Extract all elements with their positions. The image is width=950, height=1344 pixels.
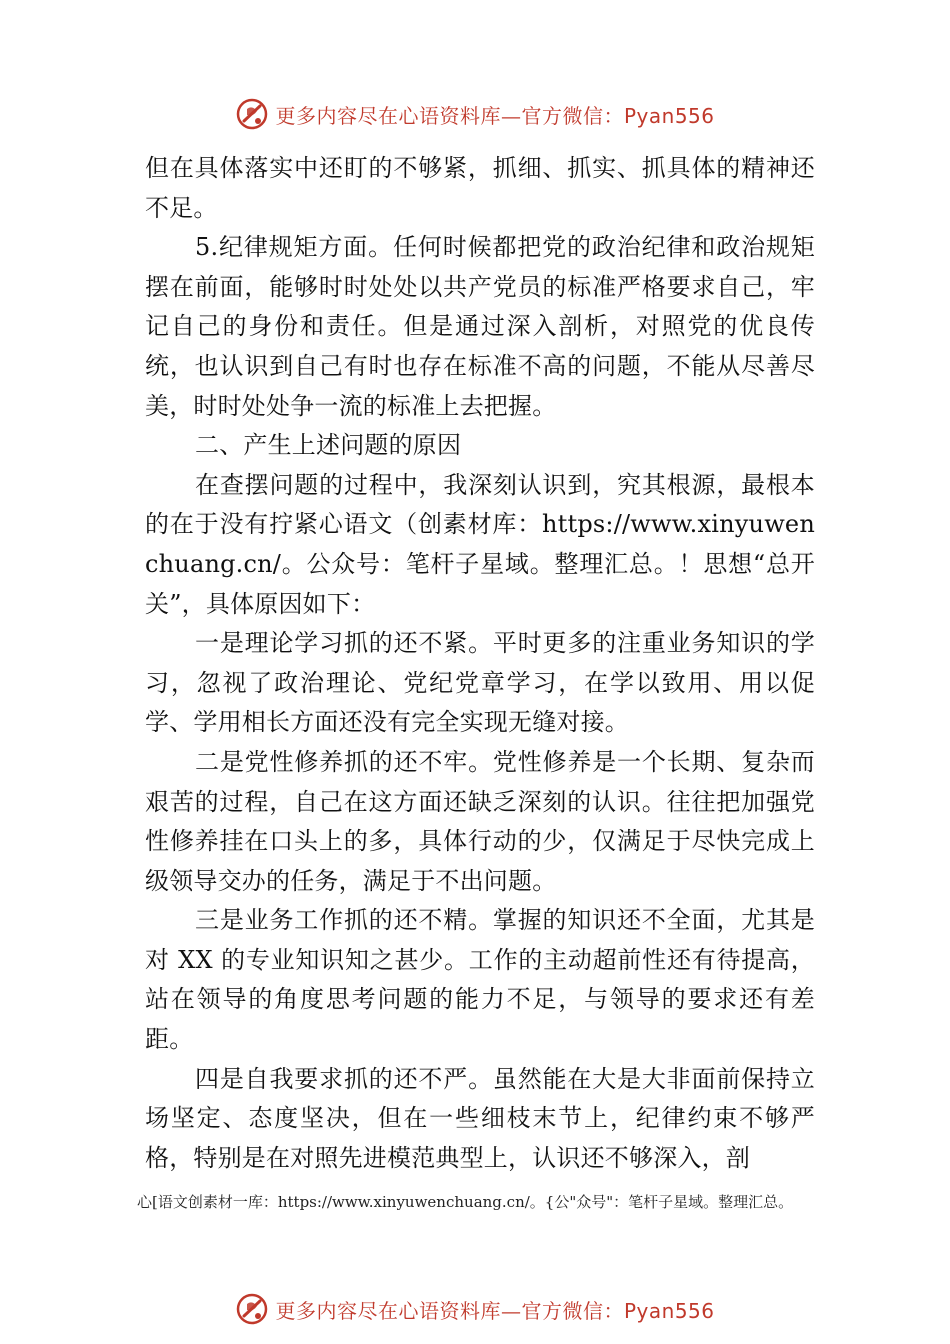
paragraph-4: 在查摆问题的过程中，我深刻认识到，究其根源，最根本的在于没有拧紧心语文（创素材库：https://www.xinyuwenchuang.cn/。公众号：笔杆子星域。整理汇总。！思想“总开关”，具体原因如下： xyxy=(145,470,815,618)
document-body xyxy=(145,149,815,1178)
wechat-handle: Pyan556 xyxy=(623,103,715,128)
wechat-handle: Pyan556 xyxy=(623,1298,715,1323)
paragraph-5: 一是理论学习抓的还不紧。平时更多的注重业务知识的学习，忽视了政治理论、党纪党章学习，在学以致用、用以促学、学用相长方面还没有完全实现无缝对接。 xyxy=(145,629,815,737)
footer-banner xyxy=(0,1289,950,1329)
banner-text: 更多内容尽在心语资料库—官方微信：Pyan556 xyxy=(275,1298,715,1323)
red-seal-logo-icon xyxy=(235,97,269,131)
banner-text: 更多内容尽在心语资料库—官方微信：Pyan556 xyxy=(275,103,715,128)
page-footnote: 心[语文创素材一库：https://www.xinyuwenchuang.cn/。{公"众号"：笔杆子星域。整理汇总。 xyxy=(137,1193,794,1211)
section-heading: 二、产生上述问题的原因 xyxy=(195,431,462,460)
paragraph-1: 但在具体落实中还盯的不够紧，抓细、抓实、抓具体的精神还不足。 xyxy=(145,154,815,222)
paragraph-7: 三是业务工作抓的还不精。掌握的知识还不全面，尤其是对 XX 的专业知识知之甚少。工作的主动超前性还有待提高，站在领导的角度思考问题的能力不足，与领导的要求还有差距。 xyxy=(145,906,815,1054)
paragraph-8: 四是自我要求抓的还不严。虽然能在大是大非面前保持立场坚定、态度坚决，但在一些细枝末节上，纪律约束不够严格，特别是在对照先进模范典型上，认识还不够深入，剖 xyxy=(145,1064,815,1172)
paragraph-6: 二是党性修养抓的还不牢。党性修养是一个长期、复杂而艰苦的过程，自己在这方面还缺乏深刻的认识。往往把加强党性修养挂在口头上的多，具体行动的少，仅满足于尽快完成上级领导交办的任务，满足于不出问题。 xyxy=(145,747,815,895)
paragraph-2: 5.纪律规矩方面。任何时候都把党的政治纪律和政治规矩摆在前面，能够时时处处以共产党员的标准严格要求自己，牢记自己的身份和责任。但是通过深入剖析，对照党的优良传统，也认识到自己有时也存在标准不高的问题，不能从尽善尽美，时时处处争一流的标准上去把握。 xyxy=(145,233,815,420)
red-seal-logo-icon xyxy=(235,1292,269,1326)
header-banner xyxy=(0,94,950,134)
